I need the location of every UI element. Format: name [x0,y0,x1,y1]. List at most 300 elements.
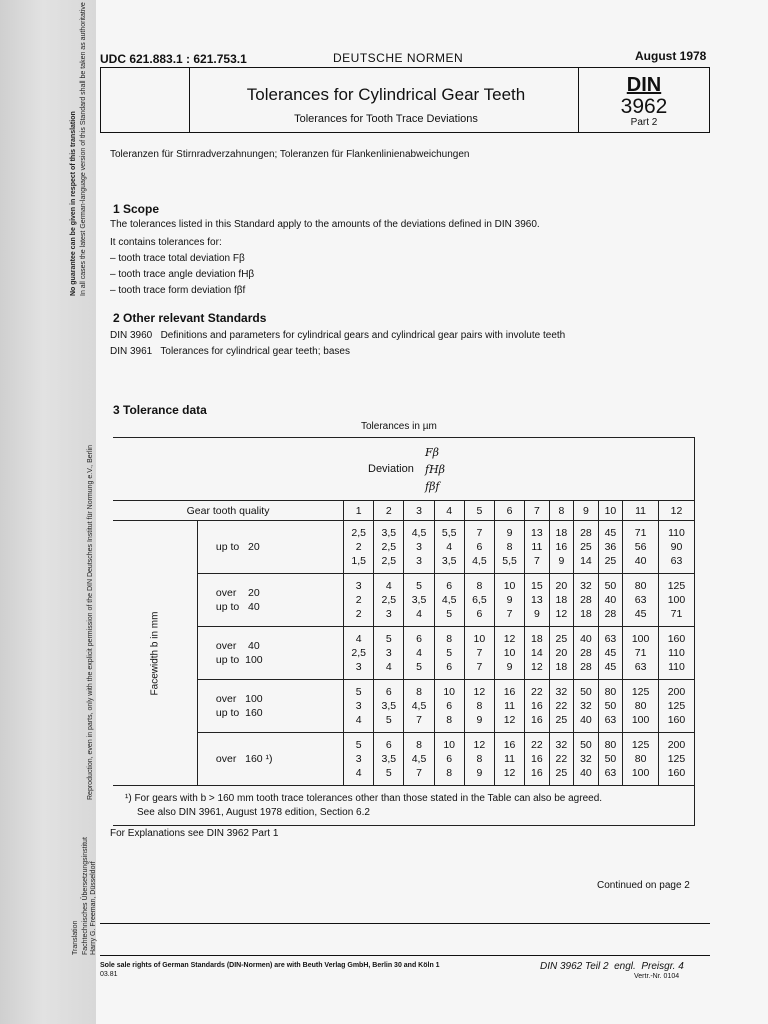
range-text: up to 20 [215,541,260,553]
quality-row [113,501,695,521]
value-text: 22 [531,686,543,698]
value-text: 110 [668,661,685,673]
value-cell [374,627,404,680]
value-text: 32 [580,580,592,592]
value-text: 10 [443,739,456,751]
value-text: 6 [385,739,392,751]
value-text: 28 [580,661,592,673]
value-text: 25 [555,714,568,726]
value-text: 4,5 [411,753,427,765]
value-text: 71 [670,608,683,620]
value-cell [549,627,574,680]
facewidth-range [197,733,343,786]
value-text: 40 [580,767,592,779]
value-cell [374,680,404,733]
value-text: 22 [555,753,568,765]
value-text: 3 [385,608,392,620]
value-text: 63 [670,555,683,567]
value-cell [623,574,659,627]
value-text: 15 [531,580,543,592]
deviation-symbol: Fβ [425,446,439,459]
value-text: 5 [385,633,392,645]
value-text: 125 [631,739,650,751]
vertr-number: Vertr.-Nr. 0104 [634,973,680,980]
value-text: 9 [476,767,483,779]
publication-date: August 1978 [635,49,707,63]
value-text: 7 [506,608,513,620]
section-2-heading: 2 Other relevant Standards [113,311,267,325]
value-cell [494,627,524,680]
value-cell [344,733,374,786]
value-text: 2,5 [381,594,397,606]
section-1-para: The tolerances listed in this Standard apply to the amounts of the deviations defined in DIN 3960. [110,219,540,230]
value-text: 20 [555,647,568,659]
table-row [113,627,695,680]
value-text: 11 [504,700,515,712]
value-text: 2,5 [381,555,397,567]
explanations-note: For Explanations see DIN 3962 Part 1 [110,828,279,839]
value-text: 6 [446,661,453,673]
value-text: 4 [416,647,422,659]
range-text: over 40 [215,640,260,652]
value-text: 8 [476,700,483,712]
table-row [113,733,695,786]
value-text: 25 [555,767,568,779]
value-cell [623,627,659,680]
list-item: – tooth trace total deviation Fβ [110,253,245,264]
value-cell [598,680,623,733]
value-text: 90 [670,541,683,553]
value-cell [404,733,434,786]
value-cell [598,627,623,680]
value-text: 4,5 [441,594,457,606]
value-text: 7 [533,555,540,567]
value-cell [574,574,599,627]
value-text: 3 [355,661,362,673]
facewidth-range [197,521,343,574]
section-1-heading: 1 Scope [113,202,160,216]
value-text: 100 [667,594,686,606]
value-text: 9 [558,555,565,567]
value-text: 7 [476,661,483,673]
value-cell [525,627,550,680]
value-text: 45 [604,527,617,539]
range-text: over 100 [215,693,263,705]
value-text: 5 [355,686,362,698]
value-cell [658,733,694,786]
value-cell [623,733,659,786]
value-cell [464,574,494,627]
value-cell [574,627,599,680]
quality-cell: 12 [658,501,694,521]
value-cell [434,574,464,627]
facewidth-range [197,627,343,680]
value-cell [494,521,524,574]
value-cell [434,521,464,574]
value-text: 32 [555,686,568,698]
value-text: 45 [634,608,647,620]
value-text: 4,5 [472,555,487,567]
value-text: 22 [555,700,568,712]
value-text: 7 [476,647,483,659]
quality-cell: 3 [404,501,434,521]
footnote-line: ¹) For gears with b > 160 mm tooth trace tolerances other than those stated in the Table can also be agreed. [125,792,603,804]
table-row [113,521,695,574]
value-cell [598,733,623,786]
guarantee-note-2: In all cases the latest German-language version of this Standard shall be taken as authoritative [80,2,87,296]
part-label: Part 2 [630,117,658,128]
value-cell [658,574,694,627]
value-text: 4 [355,633,362,645]
value-text: 50 [604,580,617,592]
value-cell [658,627,694,680]
value-text: 6 [446,700,453,712]
value-text: 11 [504,753,515,765]
value-text: 8 [476,580,483,592]
list-item: – tooth trace form deviation fβf [110,285,246,296]
value-text: 25 [580,541,592,553]
sale-rights-note: Sole sale rights of German Standards (DIN-Normen) are with Beuth Verlag GmbH, Berlin 30 and Köln 1 [100,962,440,969]
reproduction-note: Reproduction, even in parts, only with the explicit permission of the DIN Deutsches Institut für Normung e.V., Berlin [87,445,94,800]
value-cell [464,627,494,680]
value-cell [574,521,599,574]
value-text: 56 [634,541,647,553]
quality-cell: 8 [549,501,574,521]
value-cell [344,627,374,680]
value-text: 63 [604,633,617,645]
quality-cell: 9 [574,501,599,521]
value-text: 50 [604,753,617,765]
value-text: 8 [476,753,483,765]
value-text: 3 [385,647,392,659]
table-row [113,680,695,733]
value-cell [525,733,550,786]
value-text: 200 [667,686,686,698]
value-text: 3,5 [381,753,397,765]
reference-din-3960: DIN 3960 Definitions and parameters for cylindrical gears and cylindrical gear pairs with involute teeth [110,330,566,341]
value-text: 80 [634,580,647,592]
footnote-line: See also DIN 3961, August 1978 edition, Section 6.2 [137,806,370,818]
value-cell [404,574,434,627]
facewidth-range [197,680,343,733]
value-text: 16 [503,739,516,751]
value-text: 110 [668,527,685,539]
value-text: 9 [506,527,513,539]
quality-cell: 11 [623,501,659,521]
title-box [100,67,710,133]
value-text: 80 [634,753,647,765]
value-text: 7 [416,714,422,726]
value-cell [525,680,550,733]
value-cell [464,521,494,574]
publisher: DEUTSCHE NORMEN [333,51,464,65]
value-text: 14 [531,647,543,659]
deviation-symbol: fHβ [425,463,446,476]
value-text: 8 [506,541,513,553]
value-cell [404,627,434,680]
value-cell [374,574,404,627]
value-text: 63 [634,594,647,606]
value-text: 18 [580,608,592,620]
table-row [113,574,695,627]
footer-rule [100,955,710,956]
value-text: 12 [555,608,568,620]
value-text: 32 [580,753,592,765]
value-text: 40 [580,633,592,645]
value-text: 8 [446,714,453,726]
value-text: 63 [604,714,617,726]
value-cell [344,521,374,574]
value-text: 8 [446,767,453,779]
facewidth-label-cell [113,521,197,786]
value-text: 18 [555,594,568,606]
value-cell [434,680,464,733]
value-text: 45 [604,647,617,659]
value-text: 25 [555,633,568,645]
value-cell [658,680,694,733]
range-text: up to 100 [215,654,263,666]
value-text: 8 [416,739,422,751]
range-text: over 20 [215,587,260,599]
value-cell [525,521,550,574]
value-text: 125 [631,686,650,698]
value-text: 13 [531,527,543,539]
list-item: – tooth trace angle deviation fHβ [110,269,255,280]
value-text: 3,5 [411,594,427,606]
value-text: 3,5 [381,527,397,539]
units-label: Tolerances in µm [361,421,437,432]
value-cell [464,733,494,786]
quality-cell: 5 [464,501,494,521]
value-text: 18 [531,633,543,645]
section-1-para-2: It contains tolerances for: [110,237,222,248]
value-text: 100 [631,714,650,726]
value-text: 7 [416,767,422,779]
value-text: 6 [446,580,453,592]
value-text: 40 [580,714,592,726]
value-text: 160 [667,714,686,726]
value-cell [374,521,404,574]
value-text: 71 [634,527,647,539]
udc-number: UDC 621.883.1 : 621.753.1 [100,52,247,66]
value-cell [434,733,464,786]
quality-cell: 1 [344,501,374,521]
value-text: 200 [667,739,686,751]
value-text: 12 [503,633,516,645]
value-cell [623,521,659,574]
section-3-heading: 3 Tolerance data [113,403,207,417]
value-cell [549,521,574,574]
value-text: 7 [476,527,483,539]
value-text: 2,5 [381,541,397,553]
value-cell [344,574,374,627]
value-text: 16 [531,714,543,726]
value-text: 1,5 [351,555,366,567]
range-text: up to 160 [215,707,263,719]
value-text: 6 [385,686,392,698]
value-cell [598,574,623,627]
value-text: 5 [385,767,392,779]
value-text: 28 [604,608,617,620]
value-text: 32 [555,739,568,751]
value-text: 10 [473,633,486,645]
tolerance-table [113,437,695,826]
range-text: up to 40 [215,601,260,613]
range-text: over 160 ¹) [215,753,273,765]
value-text: 63 [604,767,617,779]
value-text: 45 [604,661,617,673]
value-text: 10 [443,686,456,698]
value-text: 4,5 [411,527,427,539]
value-text: 22 [531,739,543,751]
value-text: 5,5 [441,527,457,539]
value-text: 9 [533,608,540,620]
document-title: Tolerances for Cylindrical Gear Teeth [246,85,526,104]
german-title: Toleranzen für Stirnradverzahnungen; Toleranzen für Flankenlinienabweichungen [110,149,470,160]
value-text: 3 [416,555,422,567]
value-text: 28 [580,647,592,659]
value-text: 3 [355,580,362,592]
footer-reference: DIN 3962 Teil 2 engl. Preisgr. 4 [540,961,684,972]
deviation-label: Deviation [368,463,414,475]
footer-code: 03.81 [100,971,118,978]
value-cell [525,574,550,627]
value-text: 12 [503,767,516,779]
value-cell [494,733,524,786]
quality-cell: 7 [525,501,550,521]
quality-cell: 10 [598,501,623,521]
value-text: 10 [503,647,516,659]
value-text: 16 [555,541,568,553]
value-cell [549,733,574,786]
value-text: 125 [667,700,686,712]
quality-label: Gear tooth quality [113,501,344,521]
value-cell [464,680,494,733]
value-text: 63 [634,661,647,673]
value-text: 12 [531,661,543,673]
value-text: 9 [506,661,513,673]
value-cell [374,733,404,786]
value-text: 2 [355,608,362,620]
value-text: 36 [604,541,617,553]
value-text: 5 [416,580,422,592]
value-text: 8 [446,633,453,645]
value-cell [434,627,464,680]
value-text: 4,5 [411,700,427,712]
value-text: 9 [476,714,483,726]
value-text: 100 [631,633,650,645]
value-cell [623,680,659,733]
value-cell [549,680,574,733]
value-text: 6 [416,633,422,645]
value-cell [574,733,599,786]
value-text: 5 [385,714,392,726]
value-text: 3 [416,541,422,553]
din-label: DIN [626,74,662,96]
value-text: 12 [503,714,516,726]
quality-cell: 4 [434,501,464,521]
value-cell [344,680,374,733]
value-text: 9 [506,594,513,606]
value-cell [574,680,599,733]
value-text: 2 [355,541,362,553]
value-text: 2,5 [351,647,366,659]
value-text: 4 [385,661,392,673]
value-cell [658,521,694,574]
value-text: 16 [531,700,543,712]
quality-cell: 6 [494,501,524,521]
facewidth-range [197,574,343,627]
value-text: 71 [634,647,647,659]
din-number: 3962 [620,95,668,118]
value-text: 4 [416,608,422,620]
value-cell [598,521,623,574]
value-text: 10 [503,580,516,592]
facewidth-label: Facewidth b in mm [149,611,161,695]
value-text: 6 [446,753,453,765]
continued-note: Continued on page 2 [597,880,690,891]
deviation-symbol: fβf [425,480,440,493]
document-subtitle: Tolerances for Tooth Trace Deviations [294,113,478,125]
value-text: 5 [355,739,362,751]
translator-name: Fachtechnisches Übersetzungsinstitut [82,837,89,955]
value-text: 18 [555,527,568,539]
value-text: 2 [355,594,362,606]
value-text: 18 [555,661,568,673]
value-text: 125 [667,753,686,765]
value-text: 8 [416,686,422,698]
value-text: 80 [604,739,617,751]
value-text: 80 [634,700,647,712]
value-text: 50 [580,686,592,698]
value-text: 80 [604,686,617,698]
value-text: 5 [446,647,453,659]
value-cell [404,521,434,574]
value-text: 25 [604,555,617,567]
value-text: 100 [631,767,650,779]
value-text: 6 [476,541,483,553]
value-text: 3 [355,700,362,712]
reference-din-3961: DIN 3961 Tolerances for cylindrical gear teeth; bases [110,346,350,357]
value-text: 50 [604,700,617,712]
value-text: 160 [667,633,686,645]
value-text: 28 [580,594,592,606]
value-text: 12 [473,686,486,698]
translator-name-2: Harry G. Freeman, Düsseldorf [90,861,97,955]
value-text: 160 [667,767,686,779]
value-text: 40 [634,555,647,567]
value-text: 3 [355,753,362,765]
quality-cell: 2 [374,501,404,521]
guarantee-note: No guarantee can be given in respect of this translation [70,111,77,296]
value-text: 110 [668,647,685,659]
value-cell [494,574,524,627]
value-text: 16 [531,767,543,779]
value-text: 3,5 [441,555,457,567]
translation-label: Translation [72,920,79,955]
value-text: 4 [355,767,362,779]
value-text: 4 [385,580,392,592]
value-text: 16 [531,753,543,765]
value-text: 125 [667,580,686,592]
value-cell [494,680,524,733]
value-text: 4 [446,541,453,553]
value-text: 6 [476,608,483,620]
value-text: 2,5 [351,527,366,539]
value-text: 6,5 [472,594,487,606]
value-text: 20 [555,580,568,592]
value-text: 50 [580,739,592,751]
